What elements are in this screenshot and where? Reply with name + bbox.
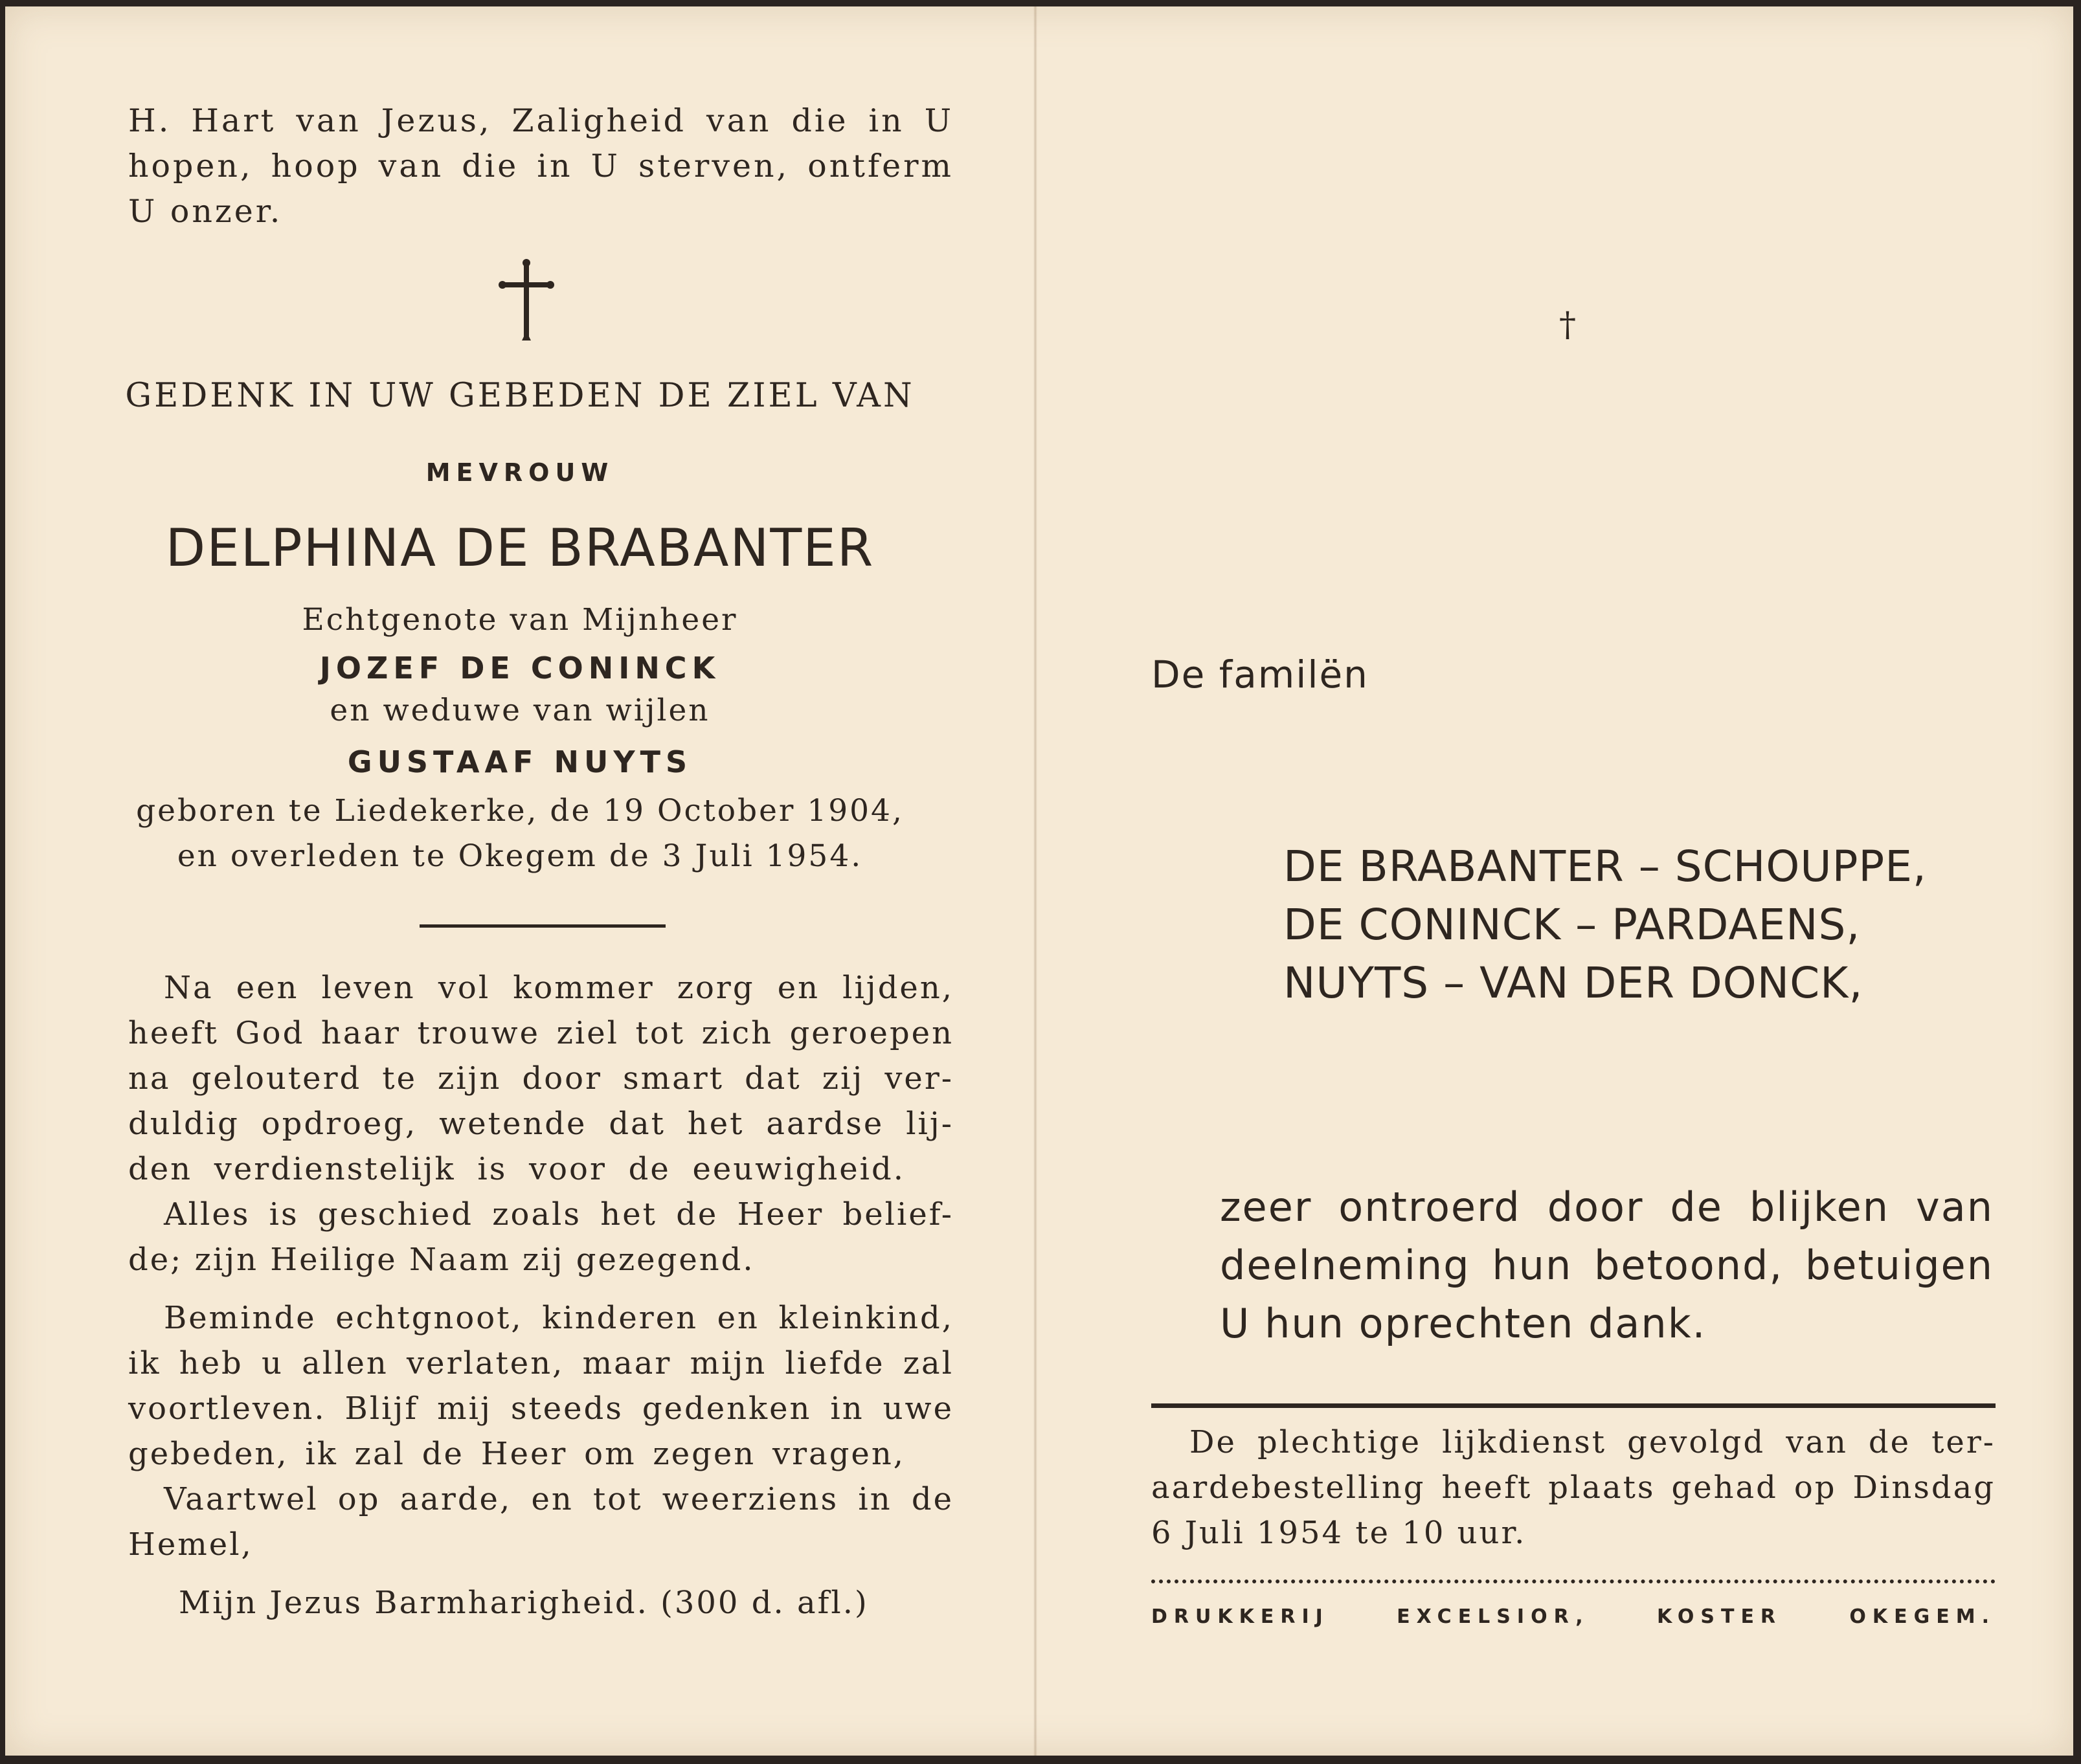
dotted-rule [1151, 1580, 1996, 1583]
divider-rule [420, 924, 666, 928]
body-line-2: heeft God haar trouwe ziel tot zich geroepen [128, 1015, 954, 1051]
late-husband-name: GUSTAAF NUYTS [347, 744, 693, 779]
cross-icon-large [497, 259, 556, 343]
prayer-line-3: U onzer. [128, 193, 283, 230]
cross-icon-small: † [1559, 306, 1576, 344]
memorial-card [5, 6, 2073, 1756]
prayer-line-1: H. Hart van Jezus, Zaligheid van die in U [128, 102, 954, 139]
birth-line: geboren te Liedekerke, de 19 October 1904, [136, 793, 904, 829]
body-line-1: Na een leven vol kommer zorg en lijden, [164, 970, 954, 1006]
spouse-intro: Echtgenote van Mijnheer [302, 602, 738, 638]
body-line-8: Beminde echtgnoot, kinderen en kleinkind, [164, 1300, 954, 1336]
family-name-3: NUYTS – VAN DER DONCK, [1283, 958, 1863, 1008]
right-panel [1037, 6, 2073, 1756]
body-line-4: duldig opdroeg, wetende dat het aardse lij- [128, 1106, 954, 1142]
body-line-10: voortleven. Blijf mij steeds gedenken in uwe [128, 1390, 954, 1427]
death-line: en overleden te Okegem de 3 Juli 1954. [177, 838, 863, 874]
family-name-2: DE CONINCK – PARDAENS, [1283, 900, 1861, 950]
body-line-13: Hemel, [128, 1526, 253, 1563]
service-line-3: 6 Juli 1954 te 10 uur. [1151, 1515, 1527, 1551]
widow-intro: en weduwe van wijlen [330, 693, 710, 728]
family-intro: De familën [1151, 653, 1369, 697]
prayer-line-2: hopen, hoop van die in U sterven, ontferm [128, 148, 954, 184]
body-line-5: den verdienstelijk is voor de eeuwigheid. [128, 1151, 905, 1187]
remember-heading: GEDENK IN UW GEBEDEN DE ZIEL VAN [125, 377, 915, 415]
thanks-line-3: U hun oprechten dank. [1220, 1300, 1707, 1347]
body-line-6: Alles is geschied zoals het de Heer belief- [164, 1196, 954, 1233]
title-mevrouw: MEVROUW [425, 458, 614, 487]
deceased-name: DELPHINA DE BRABANTER [165, 518, 875, 578]
spouse-name: JOZEF DE CONINCK [319, 651, 721, 686]
printer-credit: DRUKKERIJ EXCELSIOR, KOSTER OKEGEM. [1151, 1605, 1996, 1628]
service-line-1: De plechtige lijkdienst gevolgd van de ter- [1189, 1424, 1996, 1460]
service-top-rule [1151, 1403, 1996, 1408]
body-line-7: de; zijn Heilige Naam zij gezegend. [128, 1242, 755, 1278]
family-name-1: DE BRABANTER – SCHOUPPE, [1283, 842, 1927, 891]
body-line-11: gebeden, ik zal de Heer om zegen vragen, [128, 1436, 905, 1472]
body-line-12: Vaartwel op aarde, en tot weerziens in de [164, 1481, 954, 1517]
thanks-line-1: zeer ontroerd door de blijken van [1220, 1183, 1994, 1231]
body-line-14: Mijn Jezus Barmharigheid. (300 d. afl.) [179, 1585, 869, 1621]
body-line-3: na gelouterd te zijn door smart dat zij ver- [128, 1060, 954, 1097]
service-line-2: aardebestelling heeft plaats gehad op Dinsdag [1151, 1469, 1996, 1506]
body-line-9: ik heb u allen verlaten, maar mijn liefde zal [128, 1345, 954, 1381]
thanks-line-2: deelneming hun betoond, betuigen [1220, 1242, 1994, 1289]
left-panel [5, 6, 1035, 1756]
